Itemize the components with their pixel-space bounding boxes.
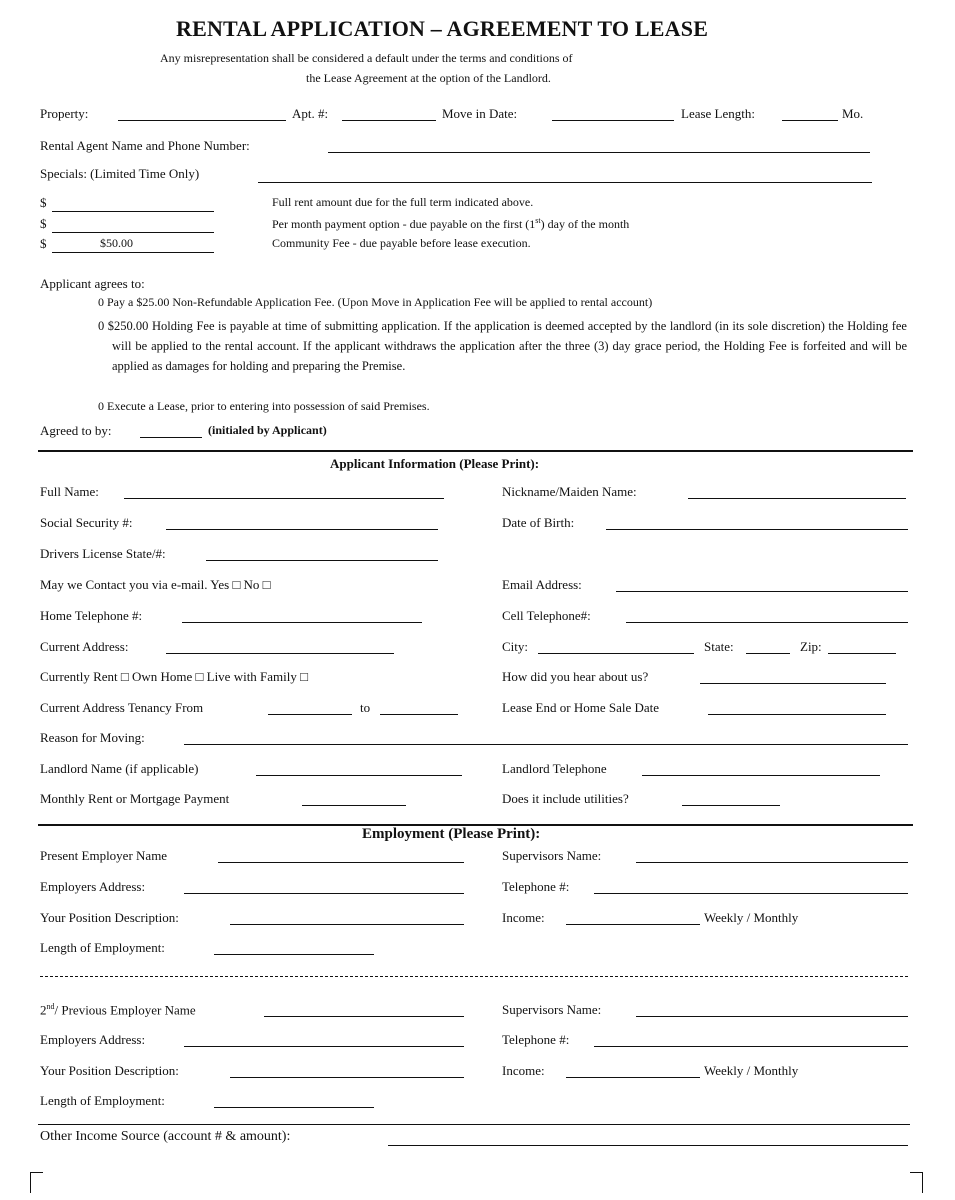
corner-mark-left — [30, 1172, 43, 1193]
supervisor-field-1[interactable] — [636, 862, 908, 863]
current-address-label: Current Address: — [40, 639, 129, 654]
nickname-label: Nickname/Maiden Name: — [502, 484, 637, 499]
other-income-label: Other Income Source (account # & amount): — [40, 1129, 291, 1144]
previous-employer-field[interactable] — [264, 1016, 464, 1017]
tenancy-to-label: to — [360, 700, 371, 715]
income-field-2[interactable] — [566, 1077, 700, 1078]
lease-length-label: Lease Length: — [681, 106, 755, 121]
currently-options: Currently Rent □ Own Home □ Live with Family □ — [40, 669, 308, 684]
dollar-sign-2: $ — [40, 216, 47, 231]
community-fee-amount: $50.00 — [100, 236, 133, 250]
position-label-1: Your Position Description: — [40, 910, 179, 925]
tenancy-from-label: Current Address Tenancy From — [40, 700, 204, 715]
rental-agent-field[interactable] — [328, 152, 870, 153]
contact-email-question: May we Contact you via e-mail. Yes □ No □ — [40, 577, 271, 592]
per-month-superscript: st — [535, 216, 541, 225]
landlord-telephone-field[interactable] — [642, 775, 880, 776]
specials-label: Specials: (Limited Time Only) — [40, 166, 200, 181]
dollar-sign-3: $ — [40, 236, 47, 251]
current-address-field[interactable] — [166, 653, 394, 654]
months-label: Mo. — [842, 106, 864, 121]
weekly-monthly-2: Weekly / Monthly — [704, 1063, 799, 1078]
agree-item-holding-fee: 0 $250.00 Holding Fee is payable at time of submitting application. If the application is deemed accepted by the landlord (in its sole discretion) the Holding fee will be applied to the rental account. If the applicant withdraws the application after the three (3) day grace period, the Holding Fee is forfeited and will be applied as damages for holding and preparing the Premise. — [98, 319, 907, 373]
rental-agent-label: Rental Agent Name and Phone Number: — [40, 138, 250, 153]
weekly-monthly-1: Weekly / Monthly — [704, 910, 799, 925]
full-rent-text: Full rent amount due for the full term indicated above. — [272, 195, 534, 209]
position-field-2[interactable] — [230, 1077, 464, 1078]
present-employer-field[interactable] — [218, 862, 464, 863]
lease-end-label: Lease End or Home Sale Date — [502, 700, 660, 715]
landlord-name-field[interactable] — [256, 775, 462, 776]
community-fee-field[interactable] — [52, 252, 214, 253]
zip-field[interactable] — [828, 653, 896, 654]
employer-telephone-label-2: Telephone #: — [502, 1032, 570, 1047]
reason-for-moving-label: Reason for Moving: — [40, 730, 145, 745]
full-name-field[interactable] — [124, 498, 444, 499]
property-label: Property: — [40, 106, 89, 121]
income-label-1: Income: — [502, 910, 545, 925]
monthly-rent-field[interactable] — [302, 805, 406, 806]
cell-telephone-label: Cell Telephone#: — [502, 608, 591, 623]
per-month-amount-field[interactable] — [52, 232, 214, 233]
employer-telephone-field-1[interactable] — [594, 893, 908, 894]
state-label: State: — [704, 639, 734, 654]
supervisor-field-2[interactable] — [636, 1016, 908, 1017]
specials-field[interactable] — [258, 182, 872, 183]
subtitle-line-1: Any misrepresentation shall be considered a default under the terms and conditions of — [160, 51, 573, 65]
state-field[interactable] — [746, 653, 790, 654]
employer-telephone-label-1: Telephone #: — [502, 879, 570, 894]
agree-item-execute-lease: 0 Execute a Lease, prior to entering into possession of said Premises. — [98, 399, 430, 413]
apt-label: Apt. #: — [292, 106, 329, 121]
per-month-text-end: ) day of the month — [540, 217, 630, 231]
corner-mark-right — [910, 1172, 923, 1193]
employer-address-field-1[interactable] — [184, 893, 464, 894]
landlord-telephone-label: Landlord Telephone — [502, 761, 607, 776]
income-label-2: Income: — [502, 1063, 545, 1078]
divider-other-income-top — [38, 1124, 910, 1125]
agree-item-application-fee: 0 Pay a $25.00 Non-Refundable Application Fee. (Upon Move in Application Fee will be applied to rental account) — [98, 295, 653, 309]
initialed-note: (initialed by Applicant) — [208, 423, 327, 437]
apt-field[interactable] — [342, 120, 436, 121]
email-address-field[interactable] — [616, 591, 908, 592]
city-field[interactable] — [538, 653, 694, 654]
position-label-2: Your Position Description: — [40, 1063, 179, 1078]
tenancy-to-field[interactable] — [380, 714, 458, 715]
drivers-license-field[interactable] — [206, 560, 438, 561]
other-income-field[interactable] — [388, 1145, 908, 1146]
length-employment-field-2[interactable] — [214, 1107, 374, 1108]
per-month-text-main: Per month payment option - due payable on the first (1 — [272, 217, 536, 231]
length-employment-label-2: Length of Employment: — [40, 1093, 165, 1108]
employer-telephone-field-2[interactable] — [594, 1046, 908, 1047]
position-field-1[interactable] — [230, 924, 464, 925]
dashed-divider — [40, 976, 908, 977]
move-in-label: Move in Date: — [442, 106, 518, 121]
employer-address-field-2[interactable] — [184, 1046, 464, 1047]
how-did-you-hear-label: How did you hear about us? — [502, 669, 649, 684]
employment-header: Employment (Please Print): — [362, 826, 541, 842]
per-month-text — [272, 217, 629, 230]
cell-telephone-field[interactable] — [626, 622, 908, 623]
home-telephone-field[interactable] — [182, 622, 422, 623]
property-field[interactable] — [118, 120, 286, 121]
dollar-sign-1: $ — [40, 195, 47, 210]
employer-address-label-2: Employers Address: — [40, 1032, 146, 1047]
zip-label: Zip: — [800, 639, 822, 654]
supervisor-label-2: Supervisors Name: — [502, 1002, 602, 1017]
dob-field[interactable] — [606, 529, 908, 530]
move-in-field[interactable] — [552, 120, 674, 121]
full-rent-amount-field[interactable] — [52, 211, 214, 212]
email-address-label: Email Address: — [502, 577, 582, 592]
previous-employer-label — [40, 1003, 196, 1016]
previous-employer-text: / Previous Employer Name — [54, 1002, 196, 1018]
present-employer-label: Present Employer Name — [40, 848, 168, 863]
landlord-name-label: Landlord Name (if applicable) — [40, 761, 199, 776]
drivers-license-label: Drivers License State/#: — [40, 546, 166, 561]
nickname-field[interactable] — [688, 498, 906, 499]
dob-label: Date of Birth: — [502, 515, 575, 530]
ssn-label: Social Security #: — [40, 515, 133, 530]
applicant-information-header: Applicant Information (Please Print): — [330, 456, 540, 471]
utilities-label: Does it include utilities? — [502, 791, 629, 806]
previous-employer-superscript: nd — [46, 1002, 55, 1011]
employer-address-label-1: Employers Address: — [40, 879, 146, 894]
utilities-field[interactable] — [682, 805, 780, 806]
reason-for-moving-field[interactable] — [184, 744, 908, 745]
monthly-rent-label: Monthly Rent or Mortgage Payment — [40, 791, 230, 806]
applicant-agrees-label: Applicant agrees to: — [40, 276, 145, 291]
tenancy-from-field[interactable] — [268, 714, 352, 715]
lease-length-field[interactable] — [782, 120, 838, 121]
agreed-by-label: Agreed to by: — [40, 423, 112, 438]
agreed-by-initials-field[interactable] — [140, 437, 202, 438]
lease-end-field[interactable] — [708, 714, 886, 715]
community-fee-text: Community Fee - due payable before lease execution. — [272, 236, 531, 250]
city-label: City: — [502, 639, 529, 654]
income-field-1[interactable] — [566, 924, 700, 925]
ssn-field[interactable] — [166, 529, 438, 530]
full-name-label: Full Name: — [40, 484, 99, 499]
previous-employer-number: 2 — [40, 1002, 47, 1018]
length-employment-field-1[interactable] — [214, 954, 374, 955]
length-employment-label-1: Length of Employment: — [40, 940, 165, 955]
how-did-you-hear-field[interactable] — [700, 683, 886, 684]
document-title: RENTAL APPLICATION – AGREEMENT TO LEASE — [176, 16, 709, 41]
divider-applicant-top — [38, 450, 913, 452]
subtitle-line-2: the Lease Agreement at the option of the Landlord. — [306, 71, 551, 85]
home-telephone-label: Home Telephone #: — [40, 608, 143, 623]
supervisor-label-1: Supervisors Name: — [502, 848, 602, 863]
